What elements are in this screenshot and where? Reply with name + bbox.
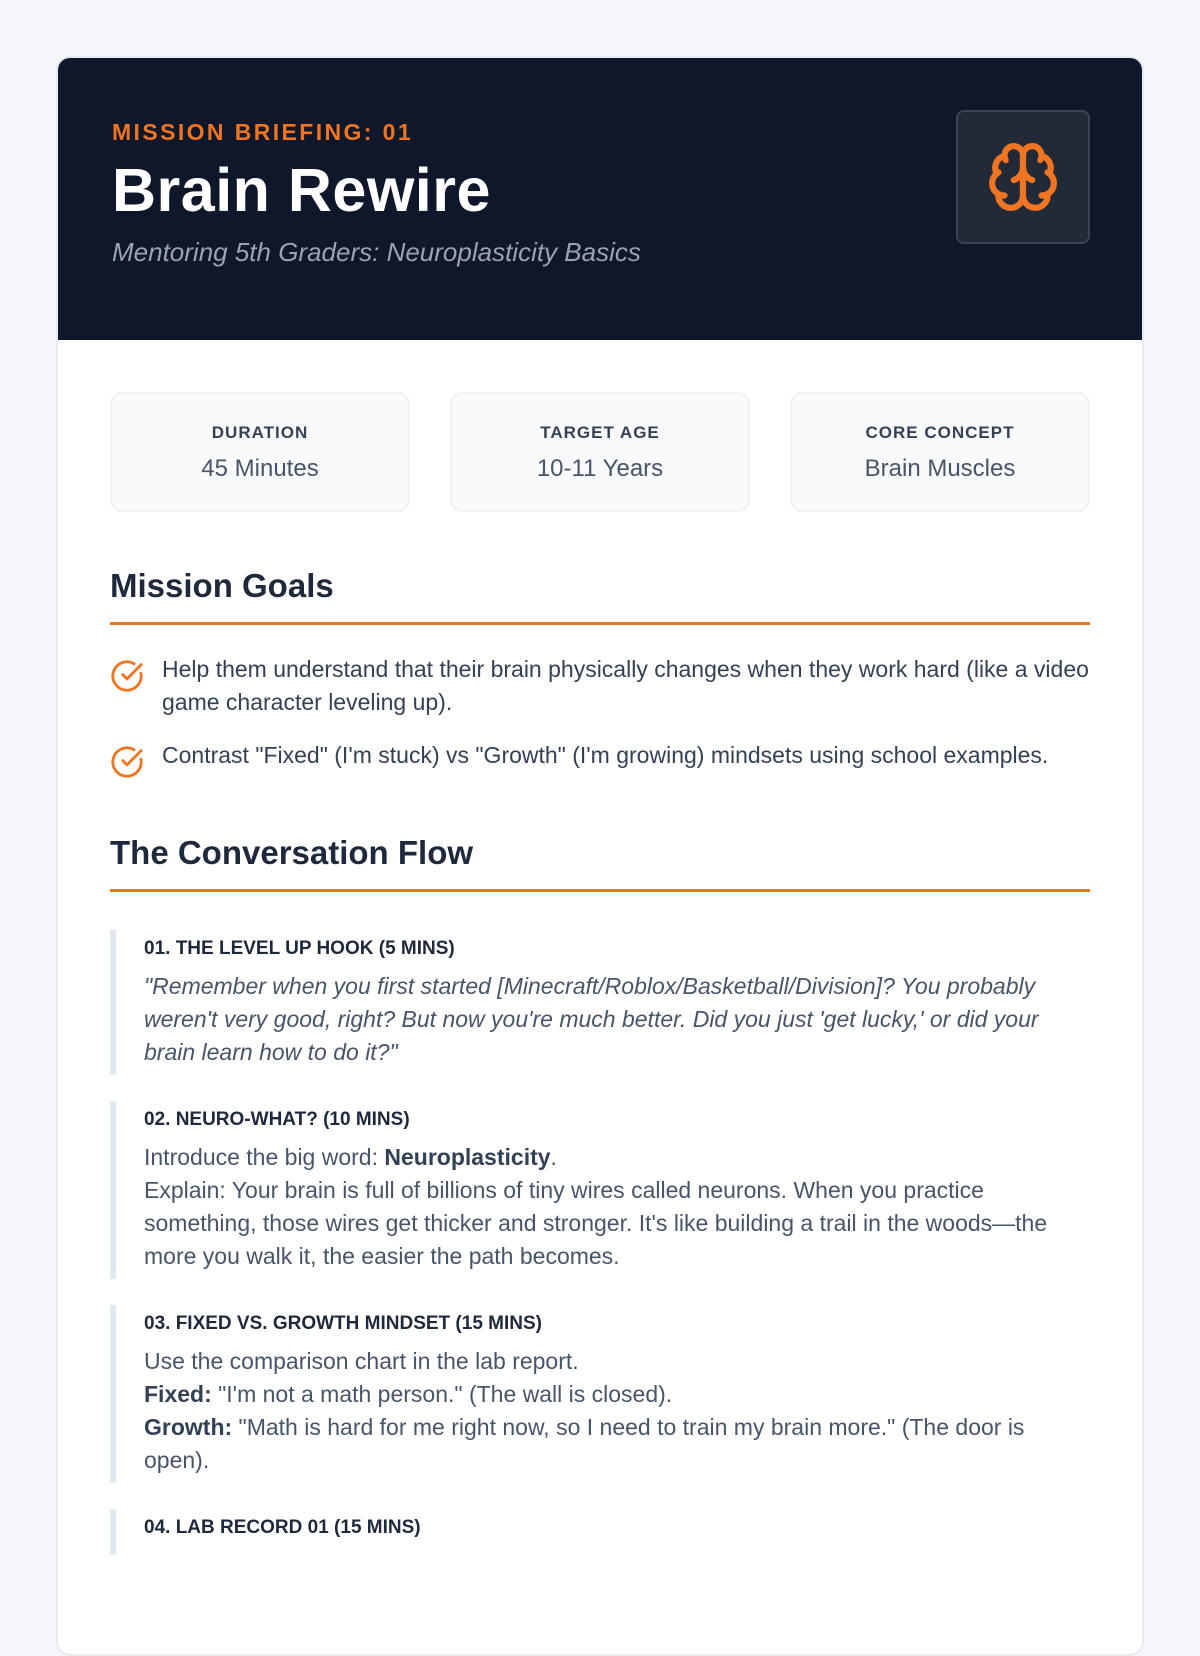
flow-step-4 — [110, 1509, 1090, 1555]
fixed-label: Fixed: — [144, 1381, 212, 1407]
stat-core-concept — [790, 392, 1090, 512]
goal-item — [110, 739, 1090, 779]
stat-value: 45 Minutes — [201, 455, 319, 482]
goal-text: Contrast "Fixed" (I'm stuck) vs "Growth" (I'm growing) mindsets using school examples. — [162, 742, 1049, 768]
fixed-mindset-line — [144, 1378, 1090, 1411]
page-title: Brain Rewire — [112, 156, 491, 224]
step-title: 01. THE LEVEL UP HOOK (5 MINS) — [144, 938, 455, 959]
growth-mindset-line — [144, 1411, 1090, 1477]
page-subtitle: Mentoring 5th Graders: Neuroplasticity Basics — [112, 237, 641, 267]
step-quote: "Remember when you first started [Minecraft/Roblox/Basketball/Division]? You probably weren't very good, right? But now you're much better. Did you just 'get lucky,' or did your brain learn how to do it?" — [144, 973, 1039, 1065]
step-text-prefix: Introduce the big word: — [144, 1144, 385, 1170]
flow-step-2 — [110, 1101, 1090, 1279]
check-circle-icon — [110, 659, 144, 693]
flow-step-3 — [110, 1305, 1090, 1483]
key-term: Neuroplasticity — [384, 1144, 551, 1170]
brain-icon — [986, 140, 1060, 214]
fixed-text: "I'm not a math person." (The wall is closed). — [211, 1381, 673, 1407]
step-text: Use the comparison chart in the lab report. — [144, 1348, 579, 1374]
check-circle-icon — [110, 745, 144, 779]
goal-text: Help them understand that their brain physically changes when they work hard (like a video game character leveling up). — [162, 656, 1089, 715]
stat-target-age — [450, 392, 750, 512]
header — [58, 58, 1142, 340]
growth-text: "Math is hard for me right now, so I need to train my brain more." (The door is open). — [144, 1414, 1025, 1473]
step-text: Explain: Your brain is full of billions of tiny wires called neurons. When you practice something, those wires get thicker and stronger. It's like building a trail in the woods—the more you walk it, the easier the path becomes. — [144, 1177, 1048, 1269]
brain-icon-box — [956, 110, 1090, 244]
stat-label: TARGET AGE — [540, 423, 660, 442]
stat-label: DURATION — [211, 423, 309, 442]
stat-value: Brain Muscles — [864, 455, 1016, 482]
goal-item — [110, 653, 1090, 719]
step-title: 04. LAB RECORD 01 (15 MINS) — [144, 1517, 421, 1538]
stat-value: 10-11 Years — [536, 455, 664, 482]
mission-goals-heading: Mission Goals — [110, 566, 1090, 625]
flow-step-1 — [110, 930, 1090, 1075]
step-title: 02. NEURO-WHAT? (10 MINS) — [144, 1109, 410, 1130]
conversation-flow — [110, 930, 1090, 1555]
stats-row — [110, 392, 1090, 512]
stat-label: CORE CONCEPT — [865, 423, 1015, 442]
briefing-body — [58, 340, 1142, 1555]
step-text-suffix: . — [550, 1144, 557, 1170]
goals-list — [110, 653, 1090, 779]
step-title: 03. FIXED VS. GROWTH MINDSET (15 MINS) — [144, 1313, 542, 1334]
briefing-card — [56, 56, 1144, 1656]
mission-label: MISSION BRIEFING: 01 — [112, 119, 414, 145]
stat-duration — [110, 392, 410, 512]
step-text — [144, 1141, 1090, 1174]
growth-label: Growth: — [144, 1414, 233, 1440]
conversation-flow-heading: The Conversation Flow — [110, 833, 1090, 892]
